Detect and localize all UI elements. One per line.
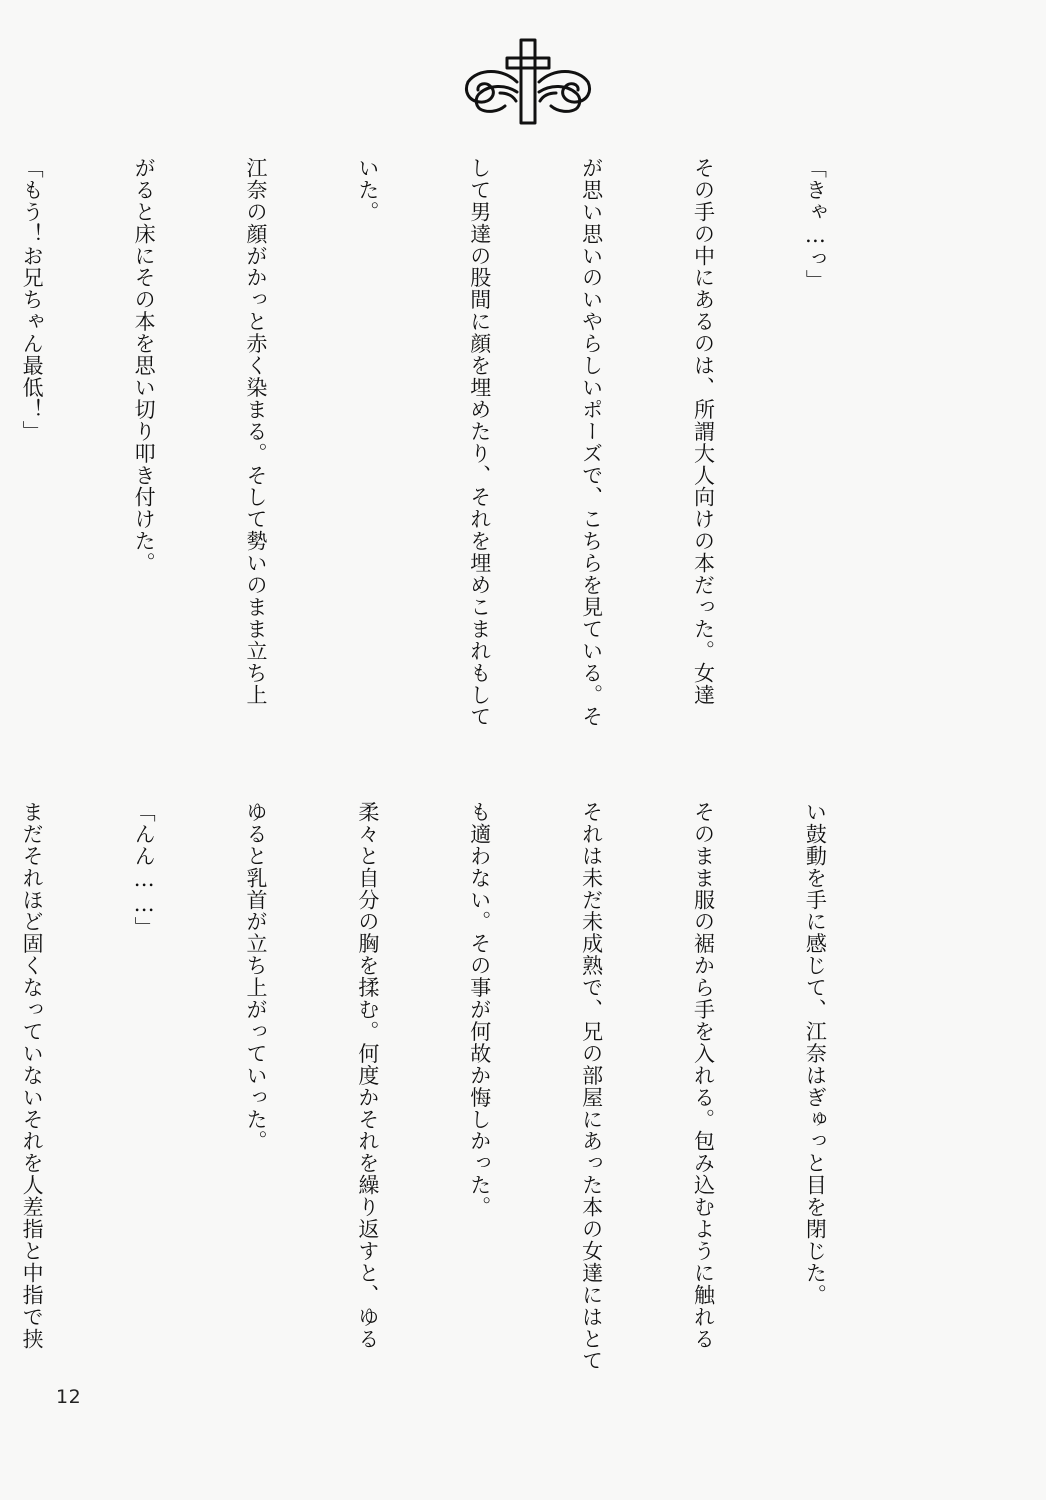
upper-line: いた。	[355, 157, 380, 223]
lower-line: も適わない。その事が何故か悔しかった。	[467, 801, 492, 1219]
lower-line: ゆると乳首が立ち上がっていった。	[243, 801, 268, 1153]
upper-line: 江奈の顔がかっと赤く染まる。そして勢いのまま立ち上	[243, 157, 268, 706]
upper-line: して男達の股間に顔を埋めたり、それを埋めこまれもして	[467, 157, 492, 728]
upper-line: 「もう！お兄ちゃん最低！」	[20, 157, 45, 443]
lower-line: い鼓動を手に感じて、江奈はぎゅっと目を閉じた。	[803, 801, 828, 1306]
page-number: 12	[56, 1386, 82, 1408]
lower-line: まだそれほど固くなっていないそれを人差指と中指で挟	[20, 801, 45, 1350]
winged-cross-icon	[460, 35, 596, 127]
lower-line: そのまま服の裾から手を入れる。包み込むように触れる	[691, 801, 716, 1350]
lower-line: 「んん……」	[132, 801, 157, 939]
lower-line: 柔々と自分の胸を揉む。何度かそれを繰り返すと、ゆる	[355, 801, 380, 1350]
upper-line: がると床にその本を思い切り叩き付けた。	[132, 157, 157, 575]
upper-text-block	[20, 157, 908, 769]
upper-line: その手の中にあるのは、所謂大人向けの本だった。女達	[691, 157, 716, 706]
upper-line: 「きゃ…っ」	[803, 157, 828, 292]
lower-line: それは未だ未成熟で、兄の部屋にあった本の女達にはとて	[579, 801, 604, 1372]
upper-line: が思い思いのいやらしいポーズで、こちらを見ている。そ	[579, 157, 604, 728]
